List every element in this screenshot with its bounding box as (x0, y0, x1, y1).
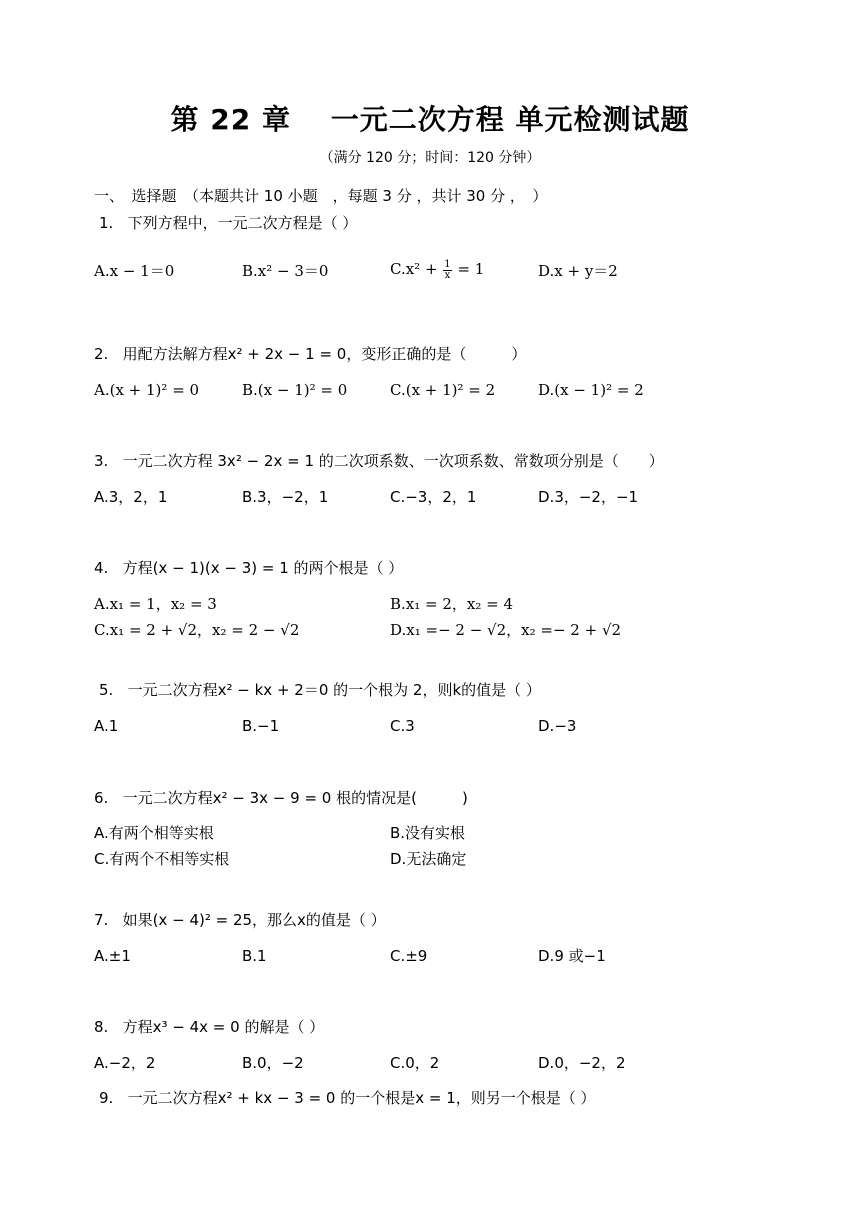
question-6-option-a: A.有两个相等实根 (94, 824, 214, 842)
page-title: 第 22 章 一元二次方程 单元检测试题 (170, 103, 690, 136)
question-3-option-d: D.3，−2，−1 (538, 488, 639, 506)
question-1-stem (99, 213, 357, 233)
section-heading: 一、 选择题 （本题共计 10 小题 ，每题 3 分 ，共计 30 分 ， ） (94, 187, 548, 205)
question-4-option-d: D.x₁ =− 2 − √2，x₂ =− 2 + √2 (390, 621, 622, 639)
question-5-option-b: B.−1 (242, 717, 280, 735)
option-c-suffix: = 1 (452, 260, 485, 278)
question-4-option-c: C.x₁ = 2 + √2，x₂ = 2 − √2 (94, 621, 300, 639)
question-2-option-a: A.(x + 1)² = 0 (94, 381, 200, 399)
question-number: 7. (94, 911, 109, 929)
question-6-option-d: D.无法确定 (390, 850, 467, 868)
question-8-stem (94, 1017, 324, 1037)
question-number: 6. (94, 789, 109, 807)
question-7-option-c: C.±9 (390, 947, 428, 965)
question-4-option-a: A.x₁ = 1，x₂ = 3 (94, 595, 217, 613)
question-7-stem (94, 910, 386, 930)
question-1-option-d: D.x + y＝2 (538, 262, 618, 280)
fraction-numerator: 1 (444, 258, 451, 270)
question-8-option-d: D.0，−2，2 (538, 1054, 626, 1072)
question-text: 方程x³ − 4x = 0 的解是（ ） (122, 1018, 325, 1036)
question-5-option-a: A.1 (94, 717, 119, 735)
question-text: 方程(x − 1)(x − 3) = 1 的两个根是（ ） (122, 559, 404, 577)
fraction-denominator: x (444, 269, 451, 281)
question-5-option-c: C.3 (390, 717, 415, 735)
question-6-option-b: B.没有实根 (390, 824, 466, 842)
question-number: 4. (94, 559, 109, 577)
question-2-option-c: C.(x + 1)² = 2 (390, 381, 496, 399)
question-number: 8. (94, 1018, 109, 1036)
question-1-option-b: B.x² − 3＝0 (242, 262, 329, 280)
question-5-stem (99, 680, 541, 700)
question-8-option-c: C.0，2 (390, 1054, 440, 1072)
question-4-option-b: B.x₁ = 2，x₂ = 4 (390, 595, 514, 613)
question-number: 5. (99, 681, 114, 699)
question-3-stem (94, 451, 664, 471)
question-6-stem (94, 788, 468, 808)
question-9-stem (99, 1088, 596, 1108)
page-subtitle: （满分 120 分；时间：120 分钟） (319, 150, 541, 166)
question-number: 1. (99, 214, 114, 232)
question-1-option-a: A.x − 1＝0 (94, 262, 175, 280)
question-text: 一元二次方程x² − kx + 2＝0 的一个根为 2，则k的值是（ ） (127, 681, 541, 699)
question-text: 用配方法解方程x² + 2x − 1 = 0，变形正确的是（ ） (122, 345, 527, 363)
question-text: 一元二次方程x² − 3x − 9 = 0 根的情况是( ) (122, 789, 468, 807)
question-number: 2. (94, 345, 109, 363)
question-8-option-a: A.−2，2 (94, 1054, 156, 1072)
question-2-option-d: D.(x − 1)² = 2 (538, 381, 644, 399)
question-4-stem (94, 558, 403, 578)
question-7-option-a: A.±1 (94, 947, 131, 965)
question-7-option-b: B.1 (242, 947, 267, 965)
question-text: 一元二次方程x² + kx − 3 = 0 的一个根是x = 1，则另一个根是（ ） (127, 1089, 596, 1107)
question-3-option-a: A.3，2，1 (94, 488, 168, 506)
question-5-option-d: D.−3 (538, 717, 577, 735)
question-1-option-c (390, 259, 484, 281)
option-c-prefix: C.x² + (390, 260, 443, 278)
question-3-option-b: B.3，−2，1 (242, 488, 329, 506)
question-text: 下列方程中，一元二次方程是（ ） (127, 214, 358, 232)
question-7-option-d: D.9 或−1 (538, 947, 606, 965)
question-number: 9. (99, 1089, 114, 1107)
question-2-stem (94, 344, 526, 364)
fraction (443, 260, 451, 281)
question-text: 如果(x − 4)² = 25，那么x的值是（ ） (122, 911, 386, 929)
question-6-option-c: C.有两个不相等实根 (94, 850, 230, 868)
question-text: 一元二次方程 3x² − 2x = 1 的二次项系数、一次项系数、常数项分别是（ ） (122, 452, 664, 470)
question-number: 3. (94, 452, 109, 470)
question-3-option-c: C.−3，2，1 (390, 488, 477, 506)
question-8-option-b: B.0，−2 (242, 1054, 304, 1072)
question-2-option-b: B.(x − 1)² = 0 (242, 381, 348, 399)
